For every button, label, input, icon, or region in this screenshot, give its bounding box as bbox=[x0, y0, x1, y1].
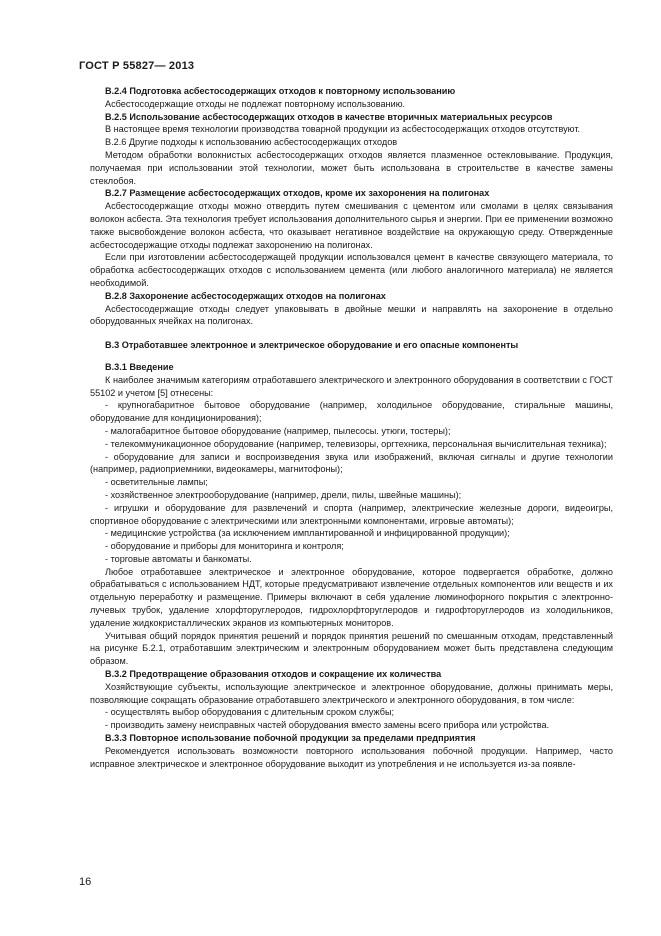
section-heading: В.2.4 Подготовка асбестосодержащих отходов к повторному использованию bbox=[105, 86, 456, 96]
paragraph: Любое отработавшее электрическое и электронное оборудование, которое подвергается обработке, должно обрабатываться с использованием НДТ, которые предусматривают извлечение отдельных компонентов или веществ и их отдельную переработку и размещение. Примеры включают в себя удаление люминофорного покрытия с электронно-лучевых трубок, удаление хлорфторуглеродов, гидрохлорфторуглеродов и гидрофторуглеродов из холодильников, удаление жидкокристаллических экранов из компьютерных мониторов. bbox=[90, 566, 613, 628]
section-heading: В.3.2 Предотвращение образования отходов и сокращение их количества bbox=[105, 669, 442, 680]
paragraph: Асбестосодержащие отходы можно отвердить путем смешивания с цементом или смолами в целях связывания волокон асбеста. Эта технология требует использования дополнительного сырья и энергии. При ее применении возможно также высвобождение волокон асбеста, что оказывает негативное воздействие на окружающую среду. Отвержденные асбестосодержащие отходы подлежат захоронению на полигонах. bbox=[90, 201, 613, 250]
list-item: - малогабаритное бытовое оборудование (например, пылесосы. утюги, тостеры); bbox=[105, 425, 451, 436]
section-heading: В.2.5 Использование асбестосодержащих отходов в качестве вторичных материальных ресурсов bbox=[105, 111, 553, 122]
paragraph: Хозяйствующие субъекты, использующие электрическое и электронное оборудование, должны принимать меры, позволяющие сокращать образование отработавшего электрического и электронного оборудования, в том числе: bbox=[90, 681, 613, 705]
section-heading: В.2.8 Захоронение асбестосодержащих отходов на полигонах bbox=[105, 290, 386, 301]
paragraph: Асбестосодержащие отходы следует упаковывать в двойные мешки и направлять на захоронение в отдельно оборудованных ячейках на полигонах. bbox=[90, 303, 613, 327]
section-heading: В.2.7 Размещение асбестосодержащих отходов, кроме их захоронения на полигонах bbox=[105, 188, 490, 199]
list-item: - телекоммуникационное оборудование (например, телевизоры, оргтехника, персональная вычислительная техника); bbox=[105, 438, 607, 449]
list-item: - медицинские устройства (за исключением имплантированной и инфицированной продукции); bbox=[105, 528, 510, 539]
list-item: - осветительные лампы; bbox=[105, 477, 208, 488]
section-heading: В.2.6 Другие подходы к использованию асбестосодержащих отходов bbox=[105, 137, 398, 148]
paragraph: Рекомендуется использовать возможности повторного использования побочной продукции. Например, часто исправное электрическое и электронное оборудование выходит из употребления и не используется из-за появле- bbox=[90, 745, 613, 769]
list-item: - оборудование и приборы для мониторинга и контроля; bbox=[105, 541, 344, 552]
paragraph: Методом обработки волокнистых асбестосодержащих отходов является плазменное остекловывание. Продукция, получаемая при использовании этой технологии, может быть использована в строительстве в качестве замены стеклобоя. bbox=[90, 149, 613, 186]
page-body bbox=[90, 85, 613, 770]
list-item: - игрушки и оборудование для развлечений и спорта (например, электрические железные дороги, видеоигры, спортивное оборудование с электрическими или электронными компонентами, игровые автоматы); bbox=[90, 502, 613, 526]
list-item: - осуществлять выбор оборудования с длительным сроком службы; bbox=[105, 707, 395, 718]
list-item: - производить замену неисправных частей оборудования вместо замены всего прибора или устройства. bbox=[105, 720, 550, 731]
page-number: 16 bbox=[79, 876, 92, 888]
list-item: - торговые автоматы и банкоматы. bbox=[105, 553, 252, 564]
paragraph: В настоящее время технологии производства товарной продукции из асбестосодержащих отходов отсутствуют. bbox=[105, 124, 581, 135]
paragraph: Асбестосодержащие отходы не подлежат повторному использованию. bbox=[105, 98, 406, 109]
section-heading: В.3.3 Повторное использование побочной продукции за пределами предприятия bbox=[105, 733, 476, 744]
list-item: - хозяйственное электрооборудование (например, дрели, пилы, швейные машины); bbox=[105, 489, 462, 500]
paragraph: Если при изготовлении асбестосодержащей продукции использовался цемент в качестве связующего материала, то обработка асбестосодержащих отходов с использованием цемента (или любого аналогичного материала) не является необходимой. bbox=[90, 252, 613, 288]
document-header: ГОСТ Р 55827— 2013 bbox=[79, 60, 195, 72]
list-item: - крупногабаритное бытовое оборудование (например, холодильное оборудование, стиральные машины, оборудование для кондиционирования); bbox=[90, 400, 613, 424]
section-heading: В.3 Отработавшее электронное и электрическое оборудование и его опасные компоненты bbox=[105, 340, 519, 351]
list-item: - оборудование для записи и воспроизведения звука или изображений, включая сигналы и другие технологии (например, радиоприемники, видеокамеры, магнитофоны); bbox=[90, 451, 613, 475]
section-heading: В.3.1 Введение bbox=[105, 361, 174, 372]
paragraph: К наиболее значимым категориям отработавшего электрического и электронного оборудования в соответствии с ГОСТ 55102 и учетом [5] отнесены: bbox=[90, 374, 613, 398]
paragraph: Учитывая общий порядок принятия решений и порядок принятия решений по смешанным отходам, представленный на рисунке Б.2.1, отработавшим электрическим и электронным оборудованием может быть представлена следующим образом. bbox=[90, 630, 613, 667]
